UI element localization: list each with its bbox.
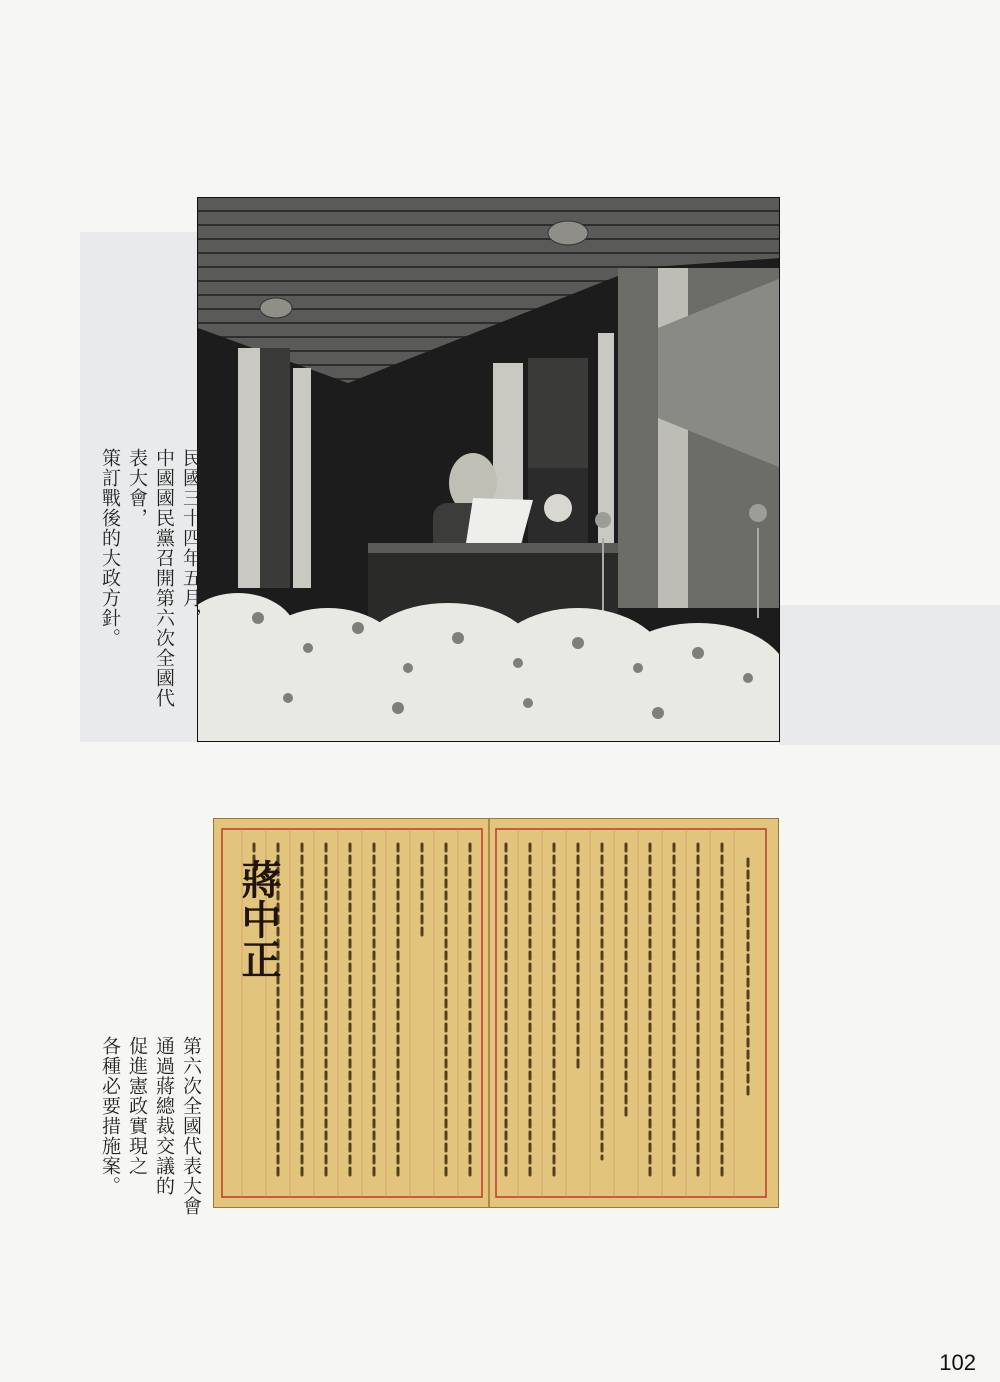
photo-caption bbox=[96, 448, 204, 718]
document-caption-line-3: 促進憲政實現之 bbox=[126, 1036, 148, 1176]
signature: 蔣中正 bbox=[235, 859, 282, 979]
photo-caption-line-2: 中國國民黨召開第六次全國代表大會， bbox=[126, 448, 175, 708]
photo-caption-line-1: 民國三十四年五月， bbox=[180, 448, 202, 628]
document-caption-line-2: 通過蔣總裁交議的 bbox=[153, 1036, 175, 1196]
congress-photograph bbox=[197, 197, 780, 742]
background-panel-right bbox=[779, 605, 1000, 745]
document-caption bbox=[96, 1036, 204, 1236]
photo-caption-line-3: 策訂戰後的大政方針。 bbox=[99, 448, 121, 648]
page-number: 102 bbox=[939, 1350, 976, 1375]
document-caption-line-4: 各種必要措施案。 bbox=[99, 1036, 121, 1196]
historic-document bbox=[213, 818, 779, 1208]
document-caption-line-1: 第六次全國代表大會 bbox=[180, 1036, 202, 1216]
